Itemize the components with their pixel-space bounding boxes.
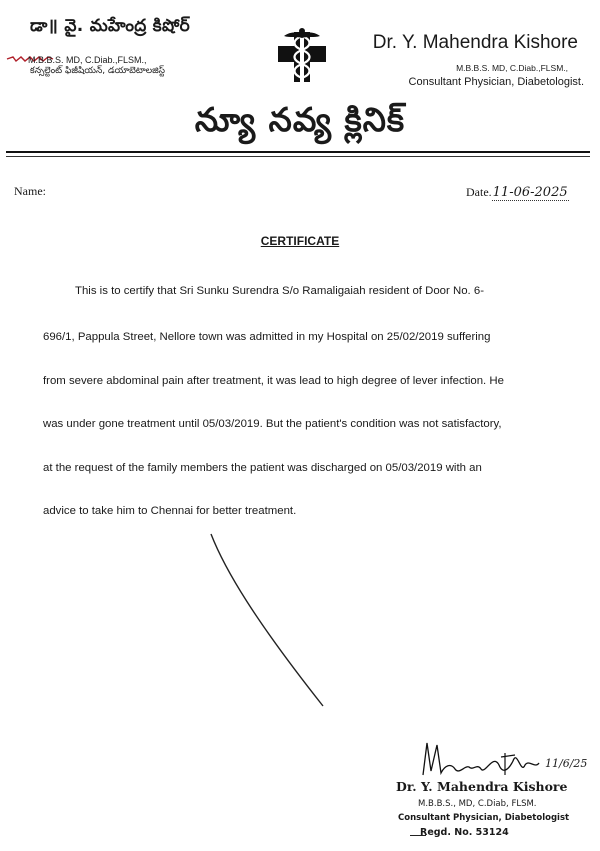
caduceus-cross-icon [274, 26, 330, 84]
name-label: Name: [14, 184, 46, 198]
header-divider-thin [6, 156, 590, 157]
certificate-line: was under gone treatment until 05/03/2019. But the patient's condition was not satisfactory, [43, 418, 502, 430]
date-value: 11-06-2025 [492, 185, 568, 200]
date-label: Date. [466, 185, 492, 199]
certificate-line: from severe abdominal pain after treatment, it was lead to high degree of lever infection. He [43, 375, 504, 387]
certificate-line: at the request of the family members the patient was discharged on 05/03/2019 with an [43, 462, 482, 474]
date-field [466, 185, 569, 200]
signatory-name: Dr. Y. Mahendra Kishore [396, 779, 568, 794]
doctor-name-english: Dr. Y. Mahendra Kishore [372, 32, 578, 53]
doctor-title-english: Consultant Physician, Diabetologist. [408, 76, 584, 88]
doctor-title-telugu: కన్సల్టెంట్ ఫిజీషియన్, డయాబెటాలజిస్ట్ [30, 66, 165, 76]
signature-date: 11/6/25 [545, 757, 588, 770]
signatory-credentials: M.B.B.S., MD, C.Diab, FLSM. [418, 799, 537, 809]
doctor-credentials-telugu: M.B.B.S. MD, C.Diab.,FLSM., [28, 55, 147, 65]
certificate-line: 696/1, Pappula Street, Nellore town was admitted in my Hospital on 25/02/2019 suffering [43, 331, 491, 343]
clinic-name: న్యూ నవ్య క్లినిక్ [194, 100, 406, 139]
header-divider [6, 151, 590, 153]
certificate-line: This is to certify that Sri Sunku Surendra S/o Ramaligaiah resident of Door No. 6- [75, 285, 484, 297]
signatory-title: Consultant Physician, Diabetologist [398, 813, 570, 823]
certificate-line: advice to take him to Chennai for better treatment. [43, 505, 297, 517]
registration-number: Regd. No. 53124 [420, 827, 509, 838]
doctor-name-telugu: డా॥ వై. మహేంద్ర కిషోర్ [30, 16, 190, 36]
doctor-credentials-english: M.B.B.S. MD, C.Diab.,FLSM., [456, 63, 568, 73]
certificate-title: CERTIFICATE [260, 234, 340, 248]
diagonal-stroke [205, 530, 330, 710]
